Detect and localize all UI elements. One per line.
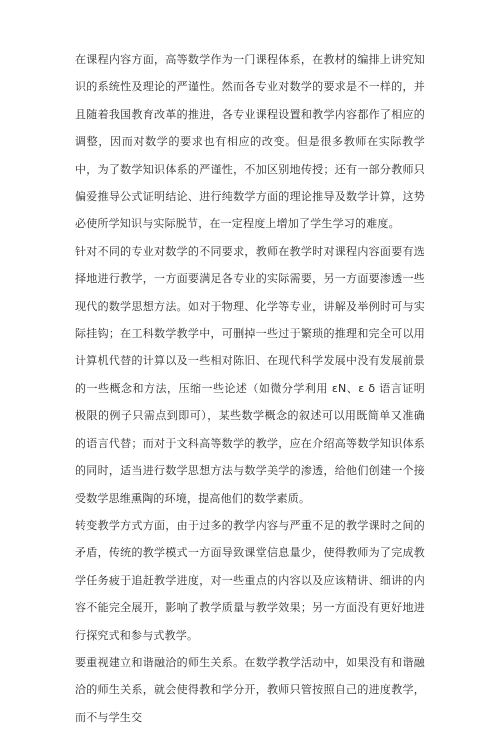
document-body	[75, 46, 425, 731]
paragraph-course-content: 在课程内容方面，高等数学作为一门课程体系，在教材的编排上讲究知识的系统性及理论的严谨性。然而各专业对数学的要求是不一样的，并且随着我国教育改革的推进，各专业课程设置和教学内容都作了相应的调整，因而对数学的要求也有相应的改变。但是很多教师在实际教学中，为了数学知识体系的严谨性，不加区别地传授；还有一部分教师只偏爱推导公式证明结论、进行纯数学方面的理论推导及数学计算，这势必使所学知识与实际脱节，在一定程度上增加了学生学习的难度。	[75, 53, 425, 231]
paragraph-specialty-requirements: 针对不同的专业对数学的不同要求，教师在教学时对课程内容面要有选择地进行教学，一方面要满足各专业的实际需要，另一方面要渗透一些现代的数学思想方法。如对于物理、化学等专业，讲解及举例时可与实际挂钩；在工科数学教学中，可删掉一些过于繁琐的推理和完全可以用计算机代替的计算以及一些相对陈旧、在现代科学发展中没有发展前景的一些概念和方法，压缩一些论述（如微分学利用 εN、ε δ 语言证明极限的例子只需点到即可），某些数学概念的叙述可以用既简单又准确的语言代替；而对于文科高等数学的教学，应在介绍高等数学知识体系的同时，适当进行数学思想方法与数学美学的渗透，给他们创建一个接受数学思维熏陶的环境，提高他们的数学素质。	[75, 244, 425, 505]
paragraph-teacher-student-relationship: 要重视建立和谐融洽的师生关系。在数学教学活动中，如果没有和谐融洽的师生关系，就会使得教和学分开，教师只管按照自己的进度教学，而不与学生交	[75, 655, 425, 724]
paragraph-teaching-method: 转变教学方式方面，由于过多的教学内容与严重不足的教学课时之间的矛盾，传统的教学模式一方面导致课堂信息量少，使得教师为了完成教学任务疲于追赶教学进度，对一些重点的内容以及应该精讲、细讲的内容不能完全展开，影响了教学质量与教学效果；另一方面没有更好地进行探究式和参与式教学。	[75, 518, 425, 642]
